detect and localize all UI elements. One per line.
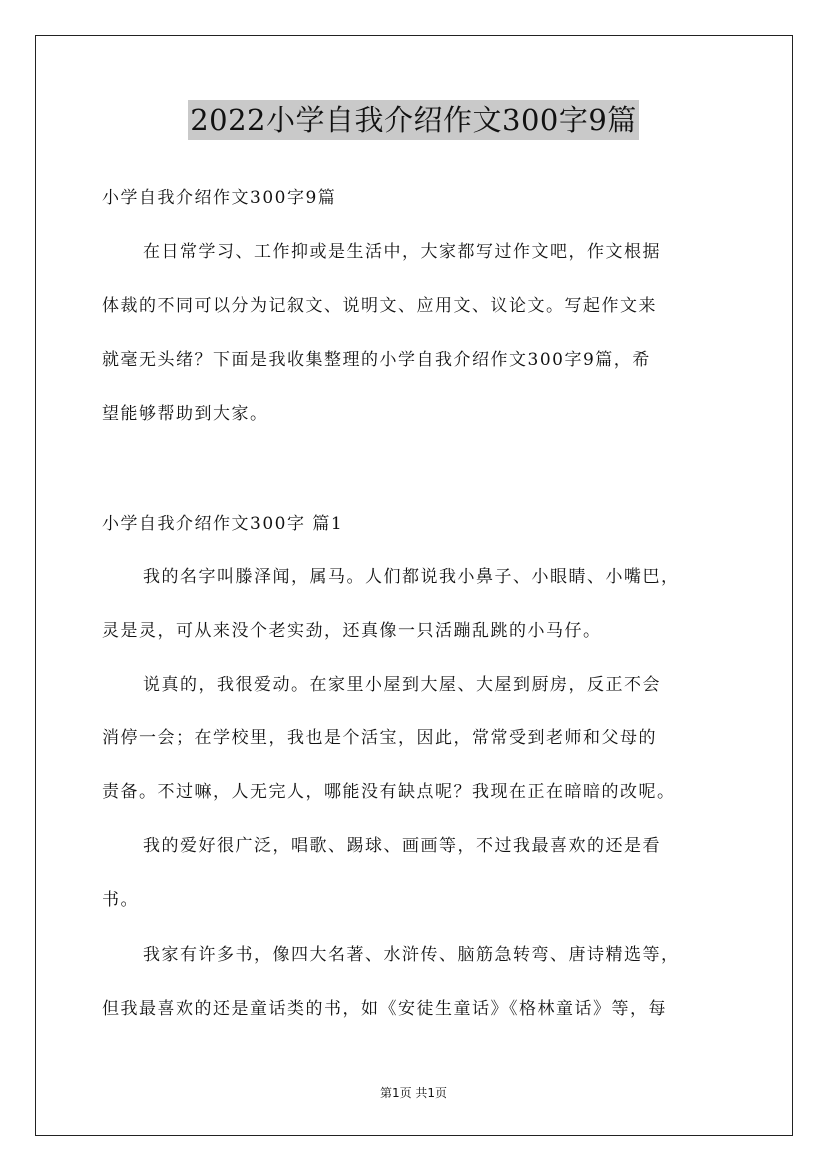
paragraph-1-line-2: 灵是灵，可从来没个老实劲，还真像一只活蹦乱跳的小马仔。 bbox=[102, 621, 602, 641]
title-container bbox=[0, 100, 827, 140]
paragraph-3-line-2: 书。 bbox=[102, 890, 139, 910]
paragraph-4-line-2: 但我最喜欢的还是童话类的书，如《安徒生童话》《格林童话》等，每 bbox=[102, 999, 667, 1019]
page-footer: 第1页 共1页 bbox=[379, 1086, 448, 1100]
paragraph-3-line-1: 我的爱好很广泛，唱歌、踢球、画画等，不过我最喜欢的还是看 bbox=[143, 836, 661, 856]
subtitle: 小学自我介绍作文300字9篇 bbox=[102, 188, 337, 208]
intro-line-3: 就毫无头绪？下面是我收集整理的小学自我介绍作文300字9篇，希 bbox=[102, 350, 651, 370]
intro-line-1: 在日常学习、工作抑或是生活中，大家都写过作文吧，作文根据 bbox=[143, 242, 661, 262]
section-heading: 小学自我介绍作文300字 篇1 bbox=[102, 514, 344, 534]
intro-line-2: 体裁的不同可以分为记叙文、说明文、应用文、议论文。写起作文来 bbox=[102, 296, 657, 316]
paragraph-4-line-1: 我家有许多书，像四大名著、水浒传、脑筋急转弯、唐诗精选等， bbox=[143, 945, 680, 965]
paragraph-2-line-3: 责备。不过嘛，人无完人，哪能没有缺点呢？我现在正在暗暗的改呢。 bbox=[102, 782, 676, 802]
intro-line-4: 望能够帮助到大家。 bbox=[102, 404, 269, 424]
paragraph-2-line-2: 消停一会；在学校里，我也是个活宝，因此，常常受到老师和父母的 bbox=[102, 728, 657, 748]
document-title: 2022小学自我介绍作文300字9篇 bbox=[188, 100, 639, 140]
paragraph-1-line-1: 我的名字叫滕泽闻，属马。人们都说我小鼻子、小眼睛、小嘴巴， bbox=[143, 567, 680, 587]
paragraph-2-line-1: 说真的，我很爱动。在家里小屋到大屋、大屋到厨房，反正不会 bbox=[143, 675, 661, 695]
